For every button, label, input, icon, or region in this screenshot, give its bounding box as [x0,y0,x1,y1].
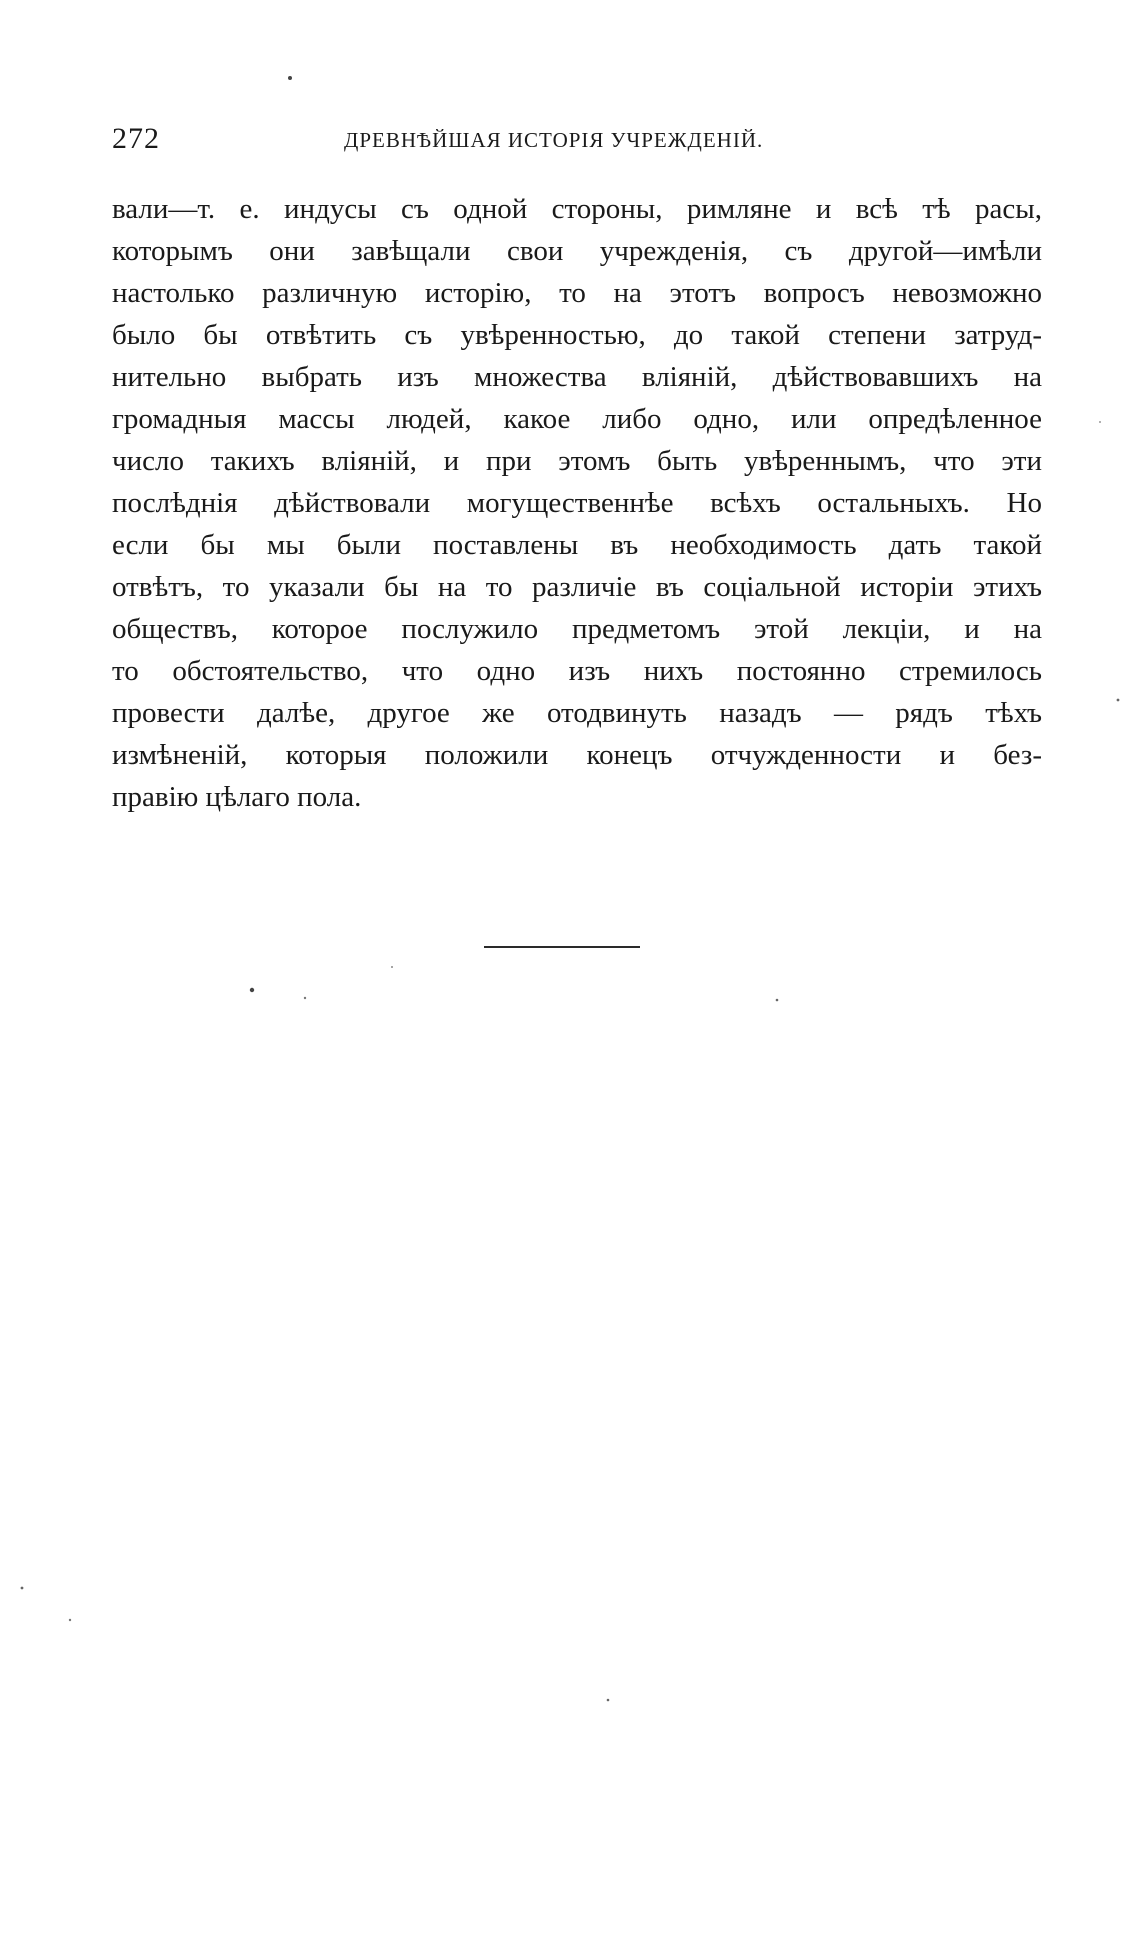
speck [776,999,779,1002]
text-line: число такихъ вліяній, и при этомъ быть увѣреннымъ, что эти [112,445,1042,477]
speck [1099,421,1101,423]
text-line: громадныя массы людей, какое либо одно, или опредѣленное [112,403,1042,435]
text-line: правію цѣлаго пола. [112,781,362,813]
speck [1117,699,1120,702]
text-line: то обстоятельство, что одно изъ нихъ постоянно стремилось [112,655,1042,687]
text-line: если бы мы были поставлены въ необходимость дать такой [112,529,1042,561]
speck [69,1619,71,1621]
speck [21,1587,24,1590]
text-line: обществъ, которое послужило предметомъ этой лекціи, и на [112,613,1042,645]
page-number: 272 [112,122,160,155]
text-line: которымъ они завѣщали свои учрежденія, съ другой—имѣли [112,235,1042,267]
speck [250,988,254,992]
text-line: измѣненій, которыя положили конецъ отчужденности и без- [112,739,1042,771]
running-title: ДРЕВНѢЙШАЯ ИСТОРІЯ УЧРЕЖДЕНІЙ. [344,128,764,152]
text-line: нительно выбрать изъ множества вліяній, дѣйствовавшихъ на [112,361,1042,393]
text-line: было бы отвѣтить съ увѣренностью, до такой степени затруд- [112,319,1042,351]
text-line: провести далѣе, другое же отодвинуть назадъ — рядъ тѣхъ [112,697,1042,729]
speck [288,76,292,80]
text-line: вали—т. е. индусы съ одной стороны, римляне и всѣ тѣ расы, [112,193,1042,225]
speck [391,966,393,968]
text-line: отвѣтъ, то указали бы на то различіе въ соціальной исторіи этихъ [112,571,1042,603]
speck [304,997,306,999]
text-line: послѣднія дѣйствовали могущественнѣе всѣхъ остальныхъ. Но [112,487,1042,519]
speck [607,1699,610,1702]
text-line: настолько различную исторію, то на этотъ вопросъ невозможно [112,277,1042,309]
